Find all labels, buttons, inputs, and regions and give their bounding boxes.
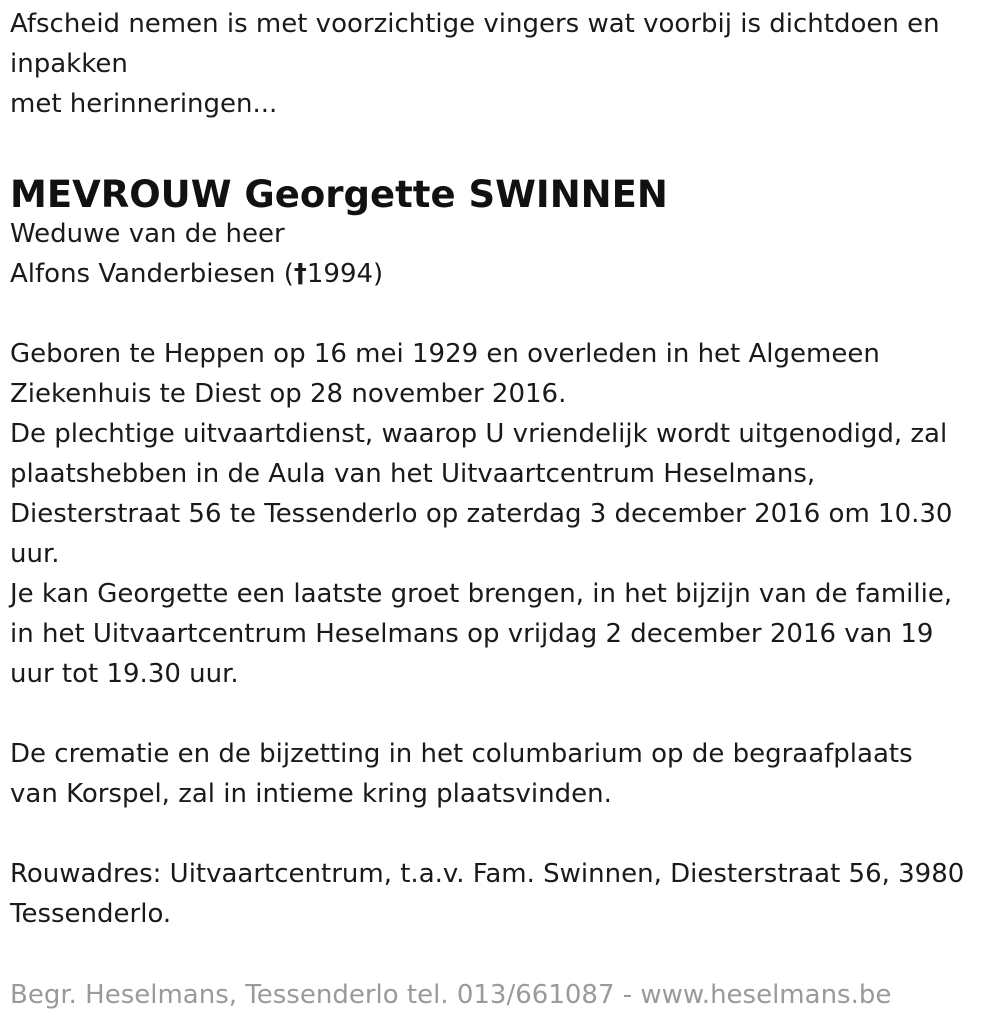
text-line: De crematie en de bijzetting in het columbarium op de begraafplaats bbox=[10, 739, 913, 769]
spouse-death-year: 1994) bbox=[306, 259, 384, 289]
mourning-address-paragraph bbox=[10, 854, 990, 934]
funeral-service-paragraph bbox=[10, 414, 990, 574]
intro-line: Afscheid nemen is met voorzichtige vingers wat voorbij is dichtdoen en bbox=[10, 9, 940, 39]
text-line: Ziekenhuis te Diest op 28 november 2016. bbox=[10, 379, 567, 409]
intro-line: met herinneringen... bbox=[10, 89, 278, 119]
cremation-paragraph bbox=[10, 734, 990, 814]
obituary-notice bbox=[10, 0, 990, 934]
text-line: Diesterstraat 56 te Tessenderlo op zaterdag 3 december 2016 om 10.30 bbox=[10, 499, 953, 529]
funeral-home-footer: Begr. Heselmans, Tessenderlo tel. 013/661087 - www.heselmans.be bbox=[10, 980, 892, 1010]
text-line: van Korspel, zal in intieme kring plaatsvinden. bbox=[10, 779, 612, 809]
birth-death-paragraph bbox=[10, 334, 990, 414]
spouse-name: Alfons Vanderbiesen ( bbox=[10, 259, 294, 289]
spouse-line bbox=[10, 254, 990, 294]
text-line: in het Uitvaartcentrum Heselmans op vrijdag 2 december 2016 van 19 bbox=[10, 619, 934, 649]
spacer bbox=[10, 694, 990, 734]
text-line: uur. bbox=[10, 539, 60, 569]
text-line: uur tot 19.30 uur. bbox=[10, 659, 239, 689]
text-line: plaatshebben in de Aula van het Uitvaartcentrum Heselmans, bbox=[10, 459, 816, 489]
text-line: Tessenderlo. bbox=[10, 899, 172, 929]
text-line: Je kan Georgette een laatste groet brengen, in het bijzijn van de familie, bbox=[10, 579, 953, 609]
deceased-name: MEVROUW Georgette SWINNEN bbox=[10, 173, 668, 216]
spouse-info bbox=[10, 214, 990, 294]
text-line: Rouwadres: Uitvaartcentrum, t.a.v. Fam. Swinnen, Diesterstraat 56, 3980 bbox=[10, 859, 965, 889]
spacer bbox=[10, 294, 990, 334]
text-line: Geboren te Heppen op 16 mei 1929 en overleden in het Algemeen bbox=[10, 339, 880, 369]
visitation-paragraph bbox=[10, 574, 990, 694]
intro-quote bbox=[10, 0, 990, 124]
spacer bbox=[10, 814, 990, 854]
cross-icon: † bbox=[293, 259, 307, 289]
text-line: De plechtige uitvaartdienst, waarop U vriendelijk wordt uitgenodigd, zal bbox=[10, 419, 948, 449]
intro-line: inpakken bbox=[10, 49, 128, 79]
relation-text: Weduwe van de heer bbox=[10, 219, 285, 249]
